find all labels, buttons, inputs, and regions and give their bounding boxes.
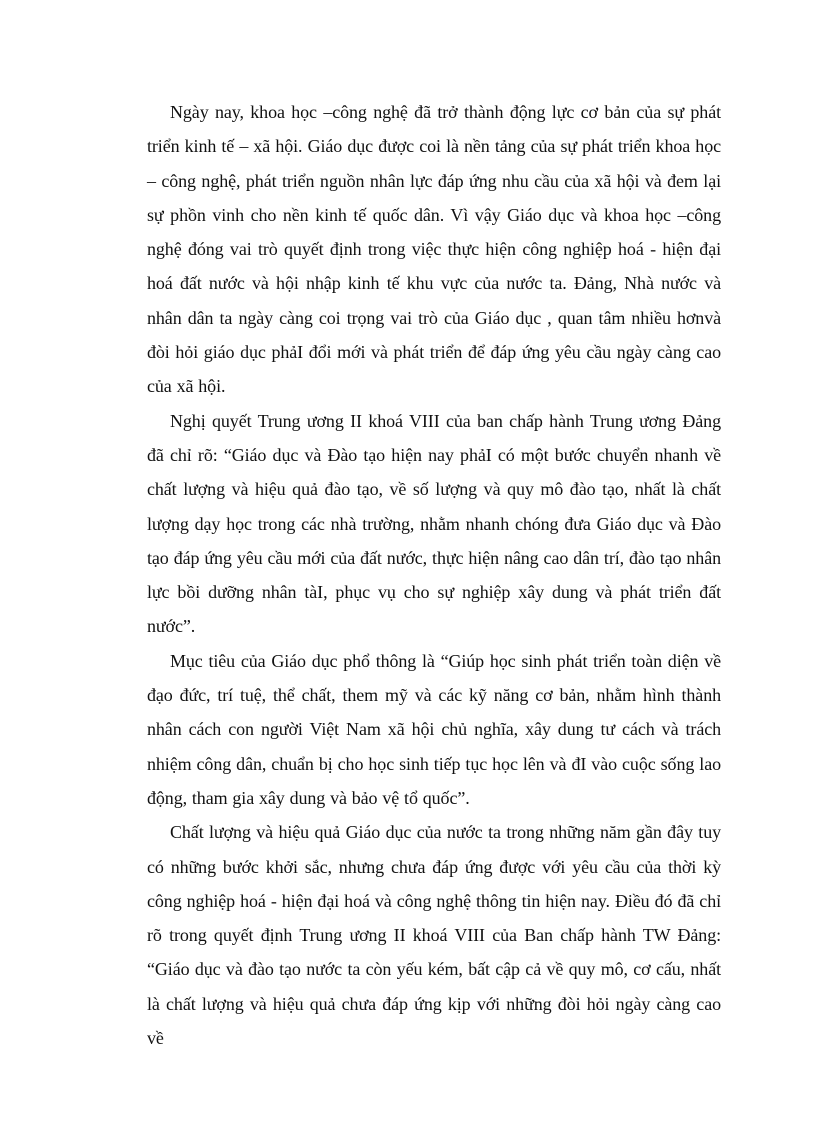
paragraph-quality: Chất lượng và hiệu quả Giáo dục của nước ta trong những năm gần đây tuy có những bước khởi sắc, nhưng chưa đáp ứng được với yêu cầu của thời kỳ công nghiệp hoá - hiện đại hoá và công nghệ thông tin hiện nay. Điều đó đã chỉ rõ trong quyết định Trung ương II khoá VIII của Ban chấp hành TW Đảng: “Giáo dục và đào tạo nước ta còn yếu kém, bất cập cả về quy mô, cơ cấu, nhất là chất lượng và hiệu quả chưa đáp ứng kịp với những đòi hỏi ngày càng cao về (147, 822, 721, 1049)
paragraph-intro: Ngày nay, khoa học –công nghệ đã trở thành động lực cơ bản của sự phát triển kinh tế – xã hội. Giáo dục được coi là nền tảng của sự phát triển khoa học – công nghệ, phát triển nguồn nhân lực đáp ứng nhu cầu của xã hội và đem lại sự phồn vinh cho nền kinh tế quốc dân. Vì vậy Giáo dục và khoa học –công nghệ đóng vai trò quyết định trong việc thực hiện công nghiệp hoá - hiện đại hoá đất nước và hội nhập kinh tế khu vực của nước ta. Đảng, Nhà nước và nhân dân ta ngày càng coi trọng vai trò của Giáo dục , quan tâm nhiều hơnvà đòi hỏi giáo dục phảI đổi mới và phát triển để đáp ứng yêu cầu ngày càng cao của xã hội. (147, 102, 721, 397)
paragraph-resolution: Nghị quyết Trung ương II khoá VIII của ban chấp hành Trung ương Đảng đã chỉ rõ: “Giáo dục và Đào tạo hiện nay phảI có một bước chuyển nhanh về chất lượng và hiệu quả đào tạo, về số lượng và quy mô đào tạo, nhất là chất lượng dạy học trong các nhà trường, nhằm nhanh chóng đưa Giáo dục và Đào tạo đáp ứng yêu cầu mới của đất nước, thực hiện nâng cao dân trí, đào tạo nhân lực bồi dưỡng nhân tàI, phục vụ cho sự nghiệp xây dung và phát triển đất nước”. (147, 410, 721, 637)
paragraph-education-goal: Mục tiêu của Giáo dục phổ thông là “Giúp học sinh phát triển toàn diện về đạo đức, trí tuệ, thể chất, them mỹ và các kỹ năng cơ bản, nhằm hình thành nhân cách con người Việt Nam xã hội chủ nghĩa, xây dung tư cách và trách nhiệm công dân, chuẩn bị cho học sinh tiếp tục học lên và đI vào cuộc sống lao động, tham gia xây dung và bảo vệ tổ quốc”. (147, 650, 721, 808)
document-body (147, 95, 721, 1055)
